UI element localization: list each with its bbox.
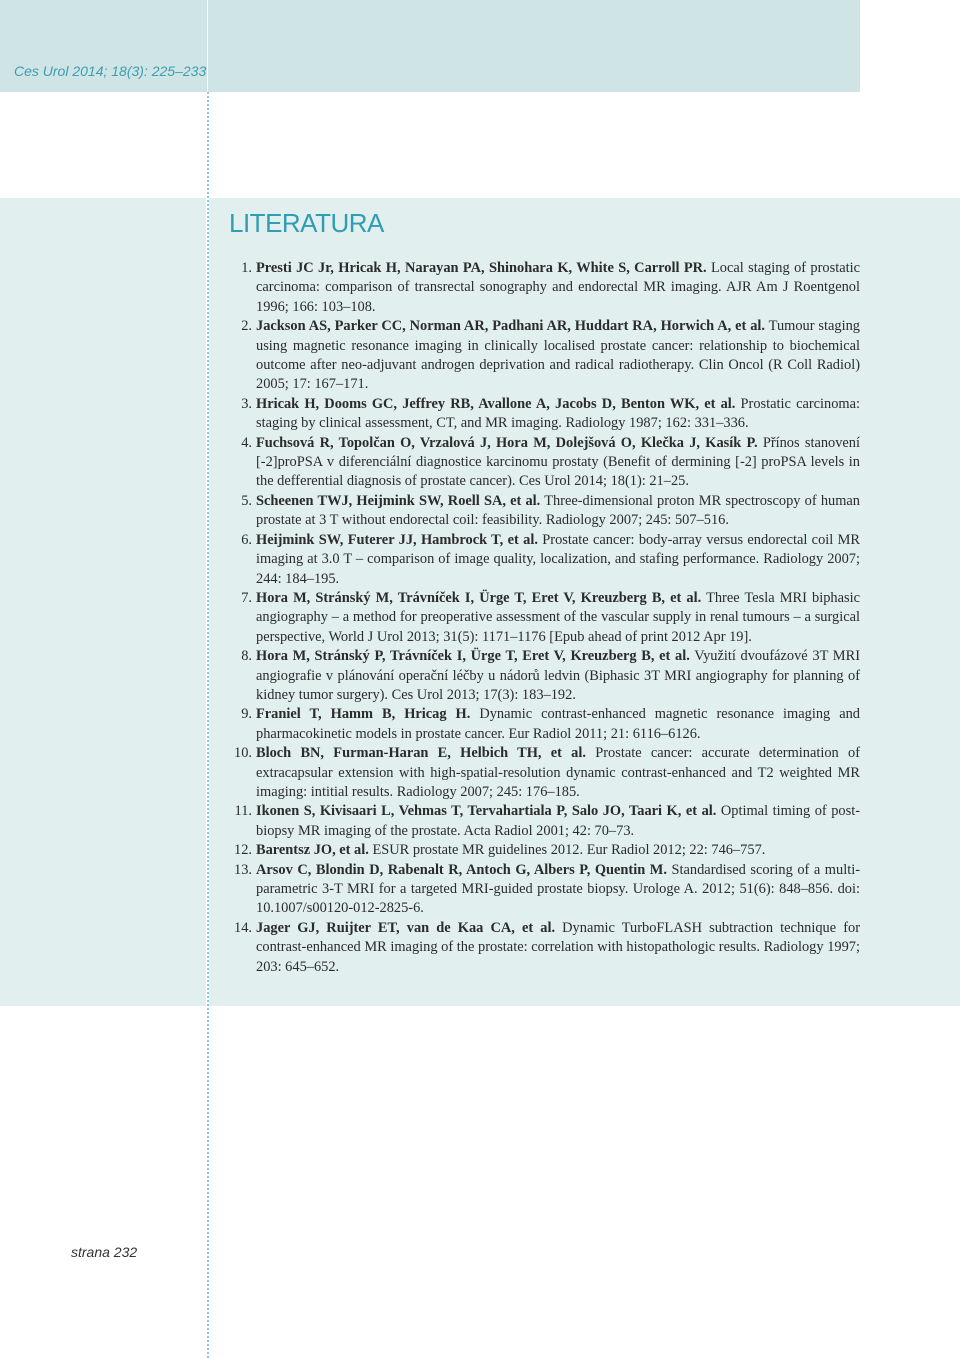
reference-number: 7. [241,589,252,606]
reference-text: Využití dvoufázové 3T MRI angiografie v plánování operační léčby u nádorů ledvin (Biphasic 3T MRI angiography for planning of kidney tumor surgery). Ces Urol 2013; 17(3): 183–192. [256,648,860,703]
reference-item [241,589,860,647]
reference-item [234,841,860,860]
reference-text: Prostatic carcinoma: staging by clinical assessment, CT, and MR imaging. Radiology 1987; 162: 331–336. [256,395,860,432]
reference-authors: Hora M, Stránský M, Trávníček I, Ürge T, Eret V, Kreuzberg B, et al. [256,589,702,606]
reference-item [241,259,860,317]
reference-text: Přínos stanovení [-2]proPSA v diferenciální diagnostice karcinomu prostaty (Benefit of dermining [-2] proPSA levels in the defferential diagnosis of prostate cancer). Ces Urol 2014; 18(1): 21–25. [256,434,860,490]
reference-authors: Fuchsová R, Topolčan O, Vrzalová J, Hora M, Dolejšová O, Klečka J, Kasík P. [256,434,758,451]
reference-item [241,531,860,589]
reference-authors: Hora M, Stránský P, Trávníček I, Ürge T, Eret V, Kreuzberg B, et al. [256,648,690,665]
reference-list [234,259,861,977]
reference-item [234,802,860,841]
reference-text: Dynamic TurboFLASH subtraction technique for contrast-enhanced MR imaging of the prostate: correlation with histopathologic results. Radiology 1997; 203: 645–652. [256,919,861,975]
section-title: LITERATURA [229,208,384,238]
reference-text: Optimal timing of post-biopsy MR imaging of the prostate. Acta Radiol 2001; 42: 70–73. [256,803,860,839]
reference-item [241,434,860,492]
references-panel [209,198,960,1006]
reference-number: 14. [234,919,252,936]
reference-authors: Franiel T, Hamm B, Hricag H. [256,706,471,723]
left-header-band [0,0,207,92]
page-number: strana 232 [71,1244,138,1260]
reference-item [241,395,860,434]
reference-authors: Arsov C, Blondin D, Rabenalt R, Antoch G, Albers P, Quentin M. [256,861,667,878]
reference-number: 10. [234,745,252,762]
reference-text: ESUR prostate MR guidelines 2012. Eur Radiol 2012; 22: 746–757. [368,842,766,859]
reference-text: Tumour staging using magnetic resonance imaging in clinically localised prostate cancer: relationship to biochemical outcome after neo-adjuvant androgen deprivation and radical radiotherapy. Clin Oncol (R Coll Radiol) 2005; 17: 167–171. [256,318,860,393]
reference-text: Three Tesla MRI biphasic angiography – a method for preoperative assessment of the vascular supply in renal tumours – a surgical perspective, World J Urol 2013; 31(5): 1171–1176 [Epub ahead of print 2012 Apr 19]. [256,589,860,645]
reference-item [241,492,860,531]
journal-citation: Ces Urol 2014; 18(3): 225–233 [14,63,207,79]
reference-number: 12. [234,842,252,859]
reference-authors: Bloch BN, Furman-Haran E, Helbich TH, et al. [256,745,586,762]
reference-text: Prostate cancer: body-array versus endorectal coil MR imaging at 3.0 T – comparison of image quality, localization, and stafing performance. Radiology 2007; 244: 184–195. [256,531,860,587]
reference-number: 11. [234,803,252,820]
reference-authors: Jager GJ, Ruijter ET, van de Kaa CA, et al. [256,919,556,936]
reference-item [234,744,861,802]
reference-item [234,861,860,919]
reference-text: Three-dimensional proton MR spectroscopy of human prostate at 3 T without endorectal coil: feasibility. Radiology 2007; 245: 507–516. [256,492,860,529]
reference-authors: Barentsz JO, et al. [256,842,369,859]
reference-item [241,317,860,395]
reference-number: 13. [234,861,252,878]
reference-item [241,647,860,705]
reference-authors: Scheenen TWJ, Heijmink SW, Roell SA, et al. [256,492,541,509]
reference-number: 6. [241,531,252,548]
reference-authors: Ikonen S, Kivisaari L, Vehmas T, Tervahartiala P, Salo JO, Taari K, et al. [256,803,717,820]
left-content-band [0,198,206,1006]
reference-text: Prostate cancer: accurate determination of extracapsular extension with high-spatial-resolution dynamic contrast-enhanced and T2 weighted MR imaging: intitial results. Radiology 2007; 245: 176–185. [256,745,861,800]
reference-number: 2. [241,318,252,335]
reference-text: Dynamic contrast-enhanced magnetic resonance imaging and pharmacokinetic models in prostate cancer. Eur Radiol 2011; 21: 6116–6126. [256,706,860,742]
reference-authors: Jackson AS, Parker CC, Norman AR, Padhani AR, Huddart RA, Horwich A, et al. [256,318,766,335]
reference-authors: Presti JC Jr, Hricak H, Narayan PA, Shinohara K, White S, Carroll PR. [256,260,707,276]
reference-number: 1. [241,260,252,276]
reference-number: 9. [241,706,252,723]
right-header-band [208,0,860,92]
reference-item [241,705,860,744]
reference-number: 5. [241,492,252,509]
reference-authors: Hricak H, Dooms GC, Jeffrey RB, Avallone A, Jacobs D, Benton WK, et al. [256,395,736,412]
reference-authors: Heijmink SW, Futerer JJ, Hambrock T, et al. [256,531,538,548]
reference-item [234,919,861,977]
reference-number: 4. [241,434,252,451]
reference-number: 3. [241,395,252,412]
reference-number: 8. [241,648,252,665]
reference-text: Standardised scoring of a multi-parametric 3-T MRI for a targeted MRI-guided prostate biopsy. Urologe A. 2012; 51(6): 848–856. doi: 10.1007/s00120-012-2825-6. [256,861,860,917]
reference-text: Local staging of prostatic carcinoma: comparison of transrectal sonography and endorectal MR imaging. AJR Am J Roentgenol 1996; 166: 103–108. [256,260,860,315]
